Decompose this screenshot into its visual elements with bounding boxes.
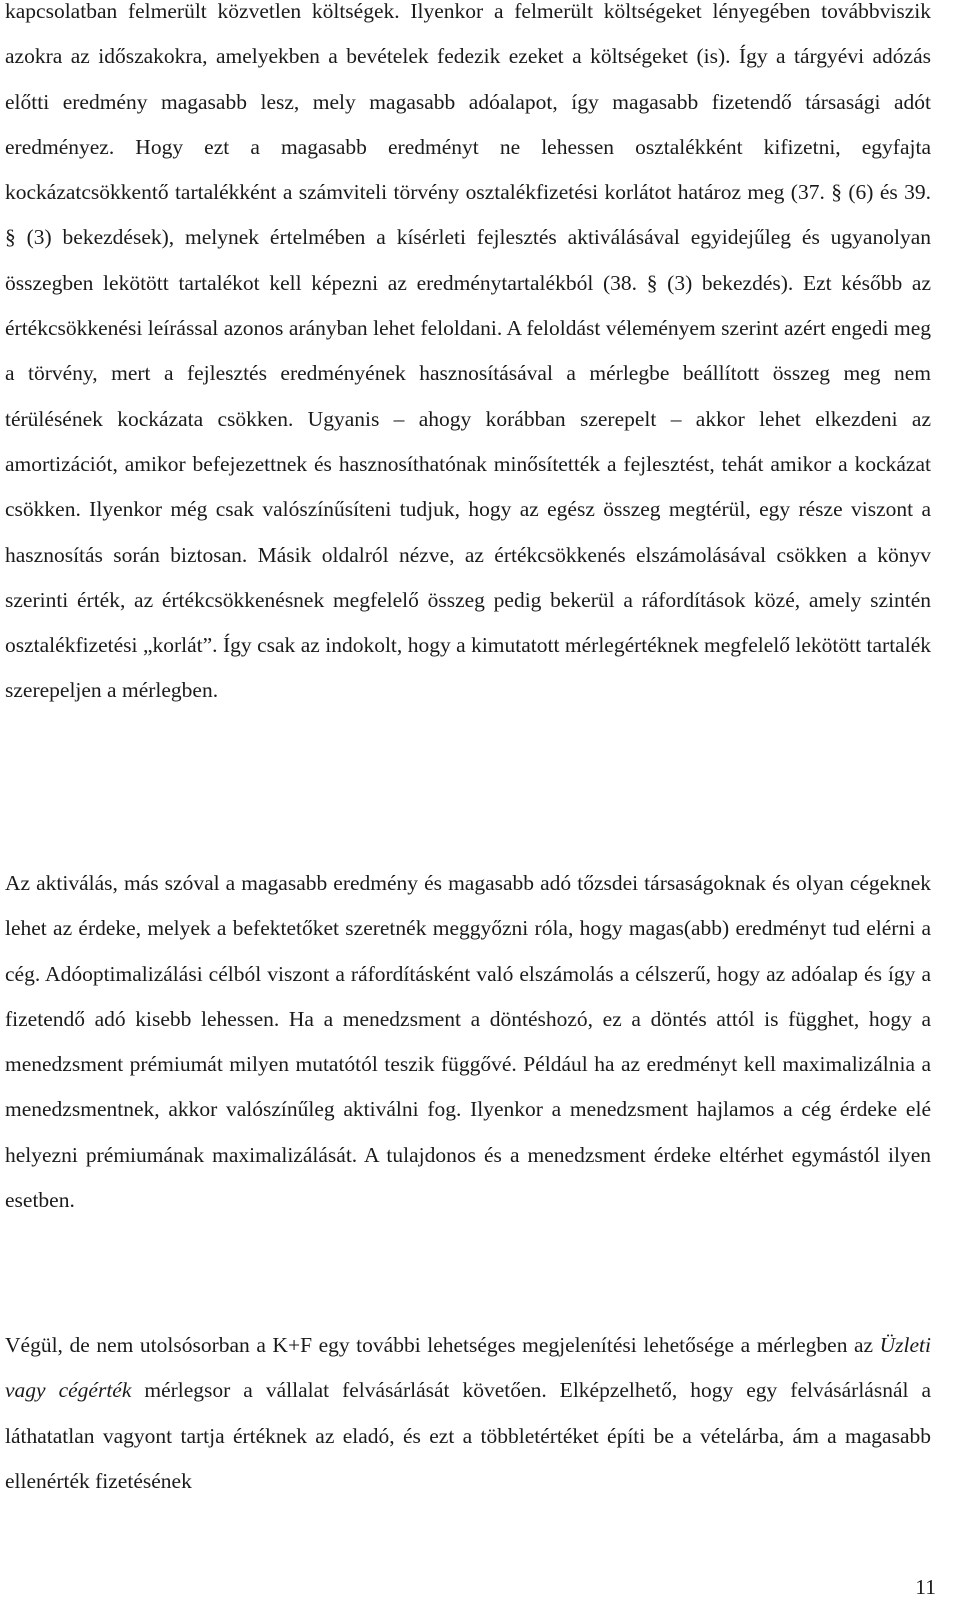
body-paragraph xyxy=(5,1323,931,1504)
page-number: 11 xyxy=(915,1575,936,1599)
italic-term: Üzleti vagy cégérték xyxy=(5,1333,931,1403)
body-paragraph: Az aktiválás, más szóval a magasabb eredmény és magasabb adó tőzsdei társaságoknak és olyan cégeknek lehet az érdeke, melyek a befektetőket szeretnék meggyőzni róla, hogy magas(abb) eredményt tud elérni a cég. Adóoptimalizálási célból viszont a ráfordításként való elszámolás a célszerű, hogy az adóalap és így a fizetendő adó kisebb lehessen. Ha a menedzsment a döntéshozó, ez a döntés attól is függhet, hogy a menedzsment prémiumát milyen mutatótól teszik függővé. Például ha az eredményt kell maximalizálnia a menedzsmentnek, akkor valószínűleg aktiválni fog. Ilyenkor a menedzsment hajlamos a cég érdeke elé helyezni prémiumának maximalizálását. A tulajdonos és a menedzsment érdeke eltérhet egymástól ilyen esetben. xyxy=(5,871,931,1213)
body-paragraph: kapcsolatban felmerült közvetlen költségek. Ilyenkor a felmerült költségeket lényegében továbbviszik azokra az időszakokra, amelyekben a bevételek fedezik ezeket a költségeket (is). Így a tárgyévi adózás előtti eredmény magasabb lesz, mely magasabb adóalapot, így magasabb fizetendő társasági adót eredményez. Hogy ezt a magasabb eredményt ne lehessen osztalékként kifizetni, egyfajta kockázatcsökkentő tartalékként a számviteli törvény osztalékfizetési korlátot határoz meg (37. § (6) és 39. § (3) bekezdések), melynek értelmében a kísérleti fejlesztés aktiválásával egyidejűleg és ugyanolyan összegben lekötött tartalékot kell képezni az eredménytartalékból (38. § (3) bekezdés). Ezt később az értékcsökkenési leírással azonos arányban lehet feloldani. A feloldást véleményem szerint azért engedi meg a törvény, mert a fejlesztés eredményének hasznosításával a mérlegbe beállított összeg meg nem térülésének kockázata csökken. Ugyanis – ahogy korábban szerepelt – akkor lehet elkezdeni az amortizációt, amikor befejezettnek és hasznosíthatónak minősítették a fejlesztést, tehát amikor a kockázat csökken. Ilyenkor még csak valószínűsíteni tudjuk, hogy az egész összeg megtérül, egy része viszont a hasznosítás során biztosan. Másik oldalról nézve, az értékcsökkenés elszámolásával csökken a könyv szerinti érték, az értékcsökkenésnek megfelelő összeg pedig bekerül a ráfordítások közé, amely szintén osztalékfizetési „korlát”. Így csak az indokolt, hogy a kimutatott mérlegértéknek megfelelő lekötött tartalék szerepeljen a mérlegben. xyxy=(5,0,931,703)
paragraph-text: mérlegsor a vállalat felvásárlását követően. Elképzelhető, hogy egy felvásárlásnál a láthatatlan vagyont tartja értéknek az eladó, és ezt a többletértéket építi be a vételárba, ám a magasabb ellenérték fizetésének xyxy=(5,1378,931,1493)
paragraph-text: Végül, de nem utolsósorban a K+F egy további lehetséges megjelenítési lehetősége a mérlegben az xyxy=(5,1333,880,1357)
